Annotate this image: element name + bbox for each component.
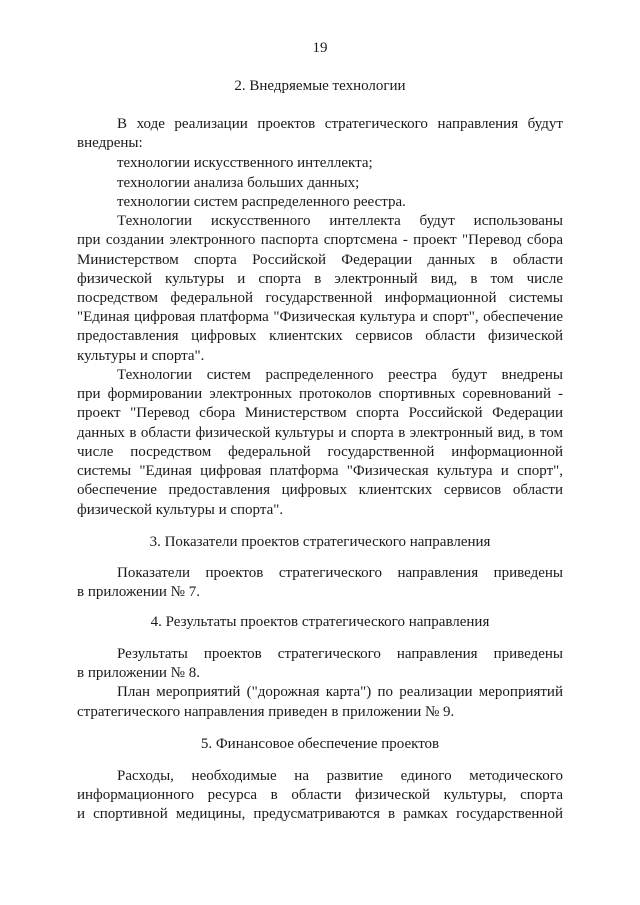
section-heading: 4. Результаты проектов стратегического направления: [150, 614, 490, 630]
text-line: обеспечение предоставления цифровых клиентских сервисов области: [77, 482, 563, 498]
text-line: технологии систем распределенного реестра.: [117, 194, 406, 210]
text-line: "Единая цифровая платформа "Физическая культура и спорт", обеспечение: [77, 309, 563, 325]
section-heading: 5. Финансовое обеспечение проектов: [200, 736, 440, 752]
text-line: технологии анализа больших данных;: [117, 175, 360, 191]
text-line: Технологии искусственного интеллекта будут использованы: [117, 213, 563, 229]
text-line: Технологии систем распределенного реестра будут внедрены: [117, 367, 563, 383]
text-line: числе посредством федеральной государственной информационной: [77, 444, 563, 460]
text-line: стратегического направления приведен в приложении № 9.: [77, 704, 455, 720]
text-line: Министерством спорта Российской Федерации данных в области: [77, 252, 563, 268]
text-line: внедрены:: [77, 135, 143, 151]
text-line: предоставления цифровых клиентских сервисов области физической: [77, 328, 563, 344]
text-line: технологии искусственного интеллекта;: [117, 155, 373, 171]
text-line: при создании электронного паспорта спортсмена - проект "Перевод сбора: [77, 232, 563, 248]
text-line: В ходе реализации проектов стратегического направления будут: [117, 116, 563, 132]
text-line: в приложении № 7.: [77, 584, 200, 600]
text-line: информационного ресурса в области физической культуры, спорта: [77, 787, 563, 803]
text-line: физической культуры и спорта".: [77, 502, 284, 518]
text-line: системы "Единая цифровая платформа "Физическая культура и спорт",: [77, 463, 563, 479]
text-line: и спортивной медицины, предусматриваются в рамках государственной: [77, 806, 563, 822]
text-line: при формировании электронных протоколов спортивных соревнований -: [77, 386, 563, 402]
text-line: Расходы, необходимые на развитие единого методического: [117, 768, 563, 784]
text-line: проект "Перевод сбора Министерством спорта Российской Федерации: [77, 405, 563, 421]
text-line: посредством федеральной государственной информационной системы: [77, 290, 563, 306]
text-line: в приложении № 8.: [77, 665, 200, 681]
text-line: физической культуры и спорта в электронный вид, в том числе: [77, 271, 563, 287]
page-number: 19: [312, 40, 328, 56]
section-heading: 3. Показатели проектов стратегического направления: [149, 534, 491, 550]
text-line: данных в области физической культуры и спорта в электронный вид, в том: [77, 425, 563, 441]
text-line: Показатели проектов стратегического направления приведены: [117, 565, 563, 581]
text-line: Результаты проектов стратегического направления приведены: [117, 646, 563, 662]
text-line: План мероприятий ("дорожная карта") по реализации мероприятий: [117, 684, 563, 700]
text-line: культуры и спорта".: [77, 348, 205, 364]
section-heading: 2. Внедряемые технологии: [234, 78, 406, 94]
